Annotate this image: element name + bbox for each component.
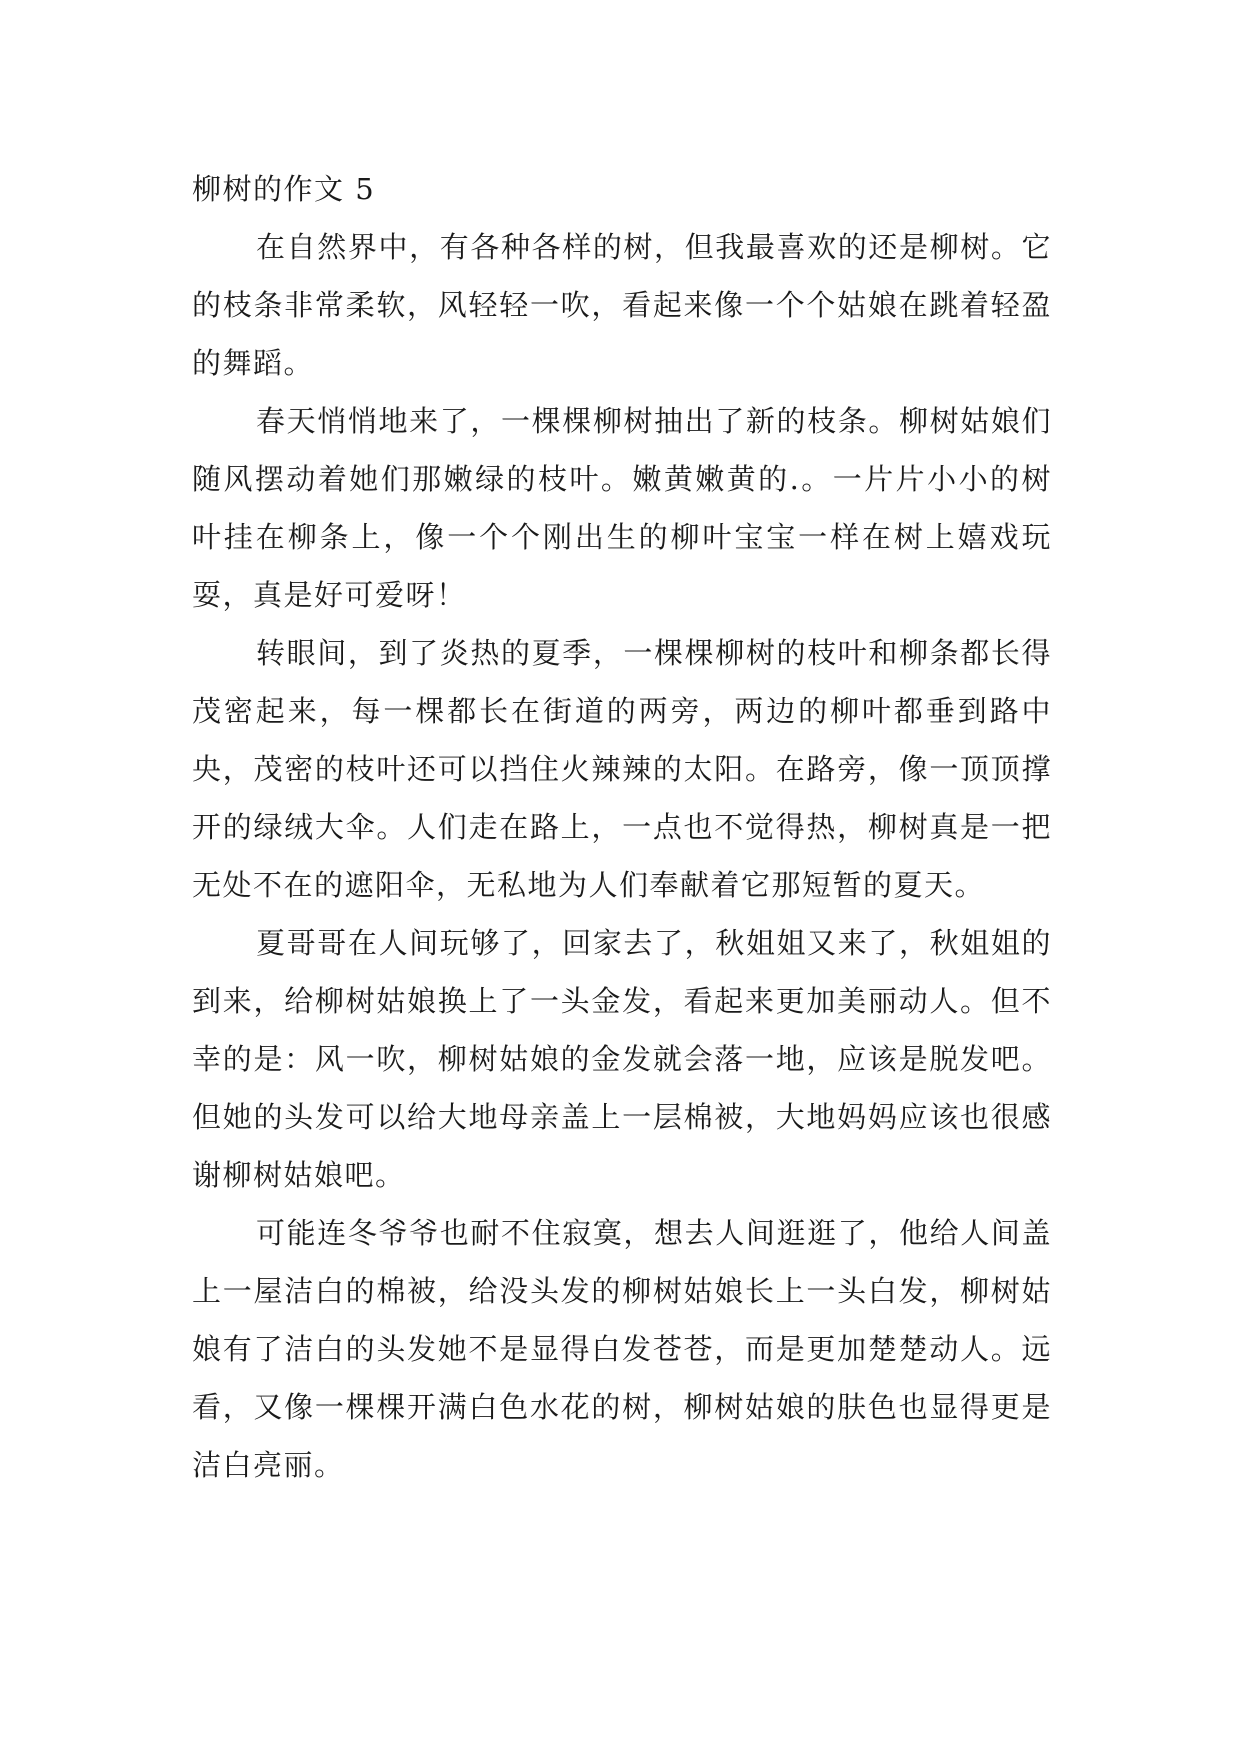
document-title: 柳树的作文 5: [192, 172, 376, 206]
document-body: [192, 160, 1052, 1494]
paragraph-4: 夏哥哥在人间玩够了，回家去了，秋姐姐又来了，秋姐姐的到来，给柳树姑娘换上了一头金发，看起来更加美丽动人。但不幸的是：风一吹，柳树姑娘的金发就会落一地，应该是脱发吧。但她的头发可以给大地母亲盖上一层棉被，大地妈妈应该也很感谢柳树姑娘吧。: [192, 926, 1052, 1192]
paragraph-3: 转眼间，到了炎热的夏季，一棵棵柳树的枝叶和柳条都长得茂密起来，每一棵都长在街道的两旁，两边的柳叶都垂到路中央，茂密的枝叶还可以挡住火辣辣的太阳。在路旁，像一顶顶撑开的绿绒大伞。人们走在路上，一点也不觉得热，柳树真是一把无处不在的遮阳伞，无私地为人们奉献着它那短暂的夏天。: [192, 636, 1052, 902]
paragraph-5: 可能连冬爷爷也耐不住寂寞，想去人间逛逛了，他给人间盖上一屋洁白的棉被，给没头发的柳树姑娘长上一头白发，柳树姑娘有了洁白的头发她不是显得白发苍苍，而是更加楚楚动人。远看，又像一棵棵开满白色水花的树，柳树姑娘的肤色也显得更是洁白亮丽。: [192, 1216, 1052, 1482]
paragraph-1: 在自然界中，有各种各样的树，但我最喜欢的还是柳树。它的枝条非常柔软，风轻轻一吹，看起来像一个个姑娘在跳着轻盈的舞蹈。: [192, 230, 1052, 380]
paragraph-2: 春天悄悄地来了，一棵棵柳树抽出了新的枝条。柳树姑娘们随风摆动着她们那嫩绿的枝叶。嫩黄嫩黄的.。一片片小小的树叶挂在柳条上，像一个个刚出生的柳叶宝宝一样在树上嬉戏玩耍，真是好可爱呀！: [192, 404, 1052, 612]
